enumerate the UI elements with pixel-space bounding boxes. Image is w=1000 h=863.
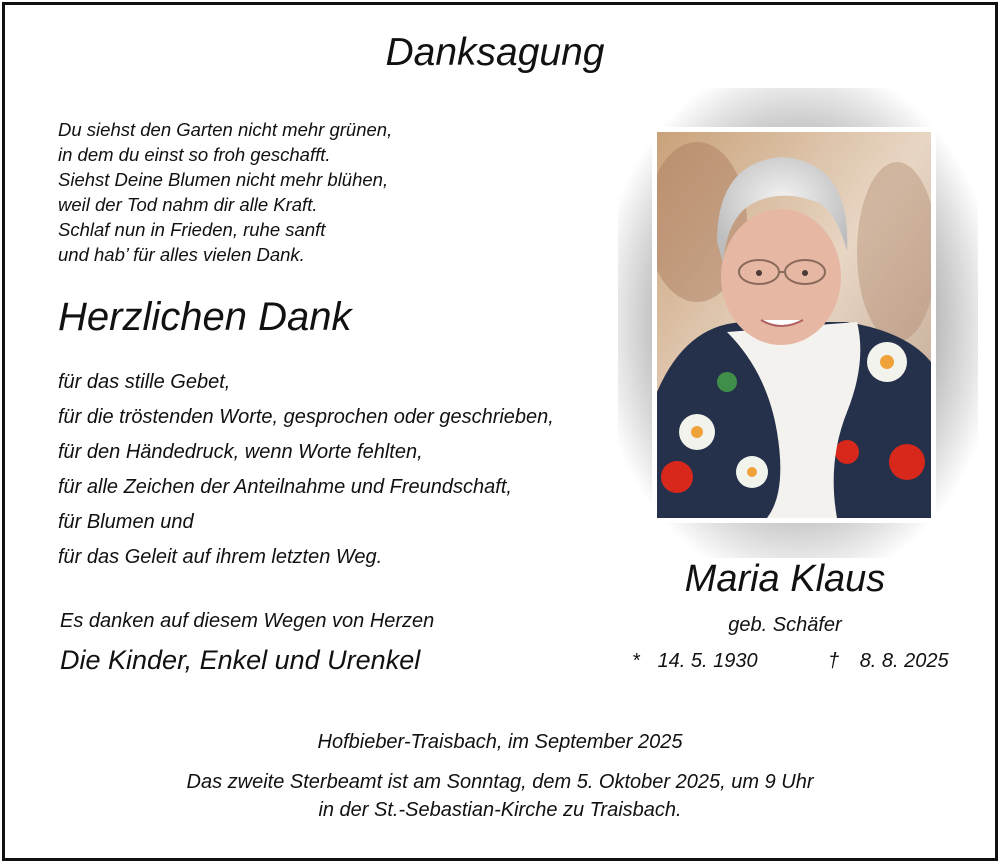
thanks-list <box>58 365 554 575</box>
poem-line: Du siehst den Garten nicht mehr grünen, <box>58 119 393 140</box>
thanks-line: für die tröstenden Worte, gesprochen oder geschrieben, <box>58 406 554 428</box>
poem <box>58 117 392 267</box>
notice-title: Danksagung <box>385 31 605 74</box>
birth-date: 14. 5. 1930 <box>657 650 758 672</box>
thanks-heading: Herzlichen Dank <box>58 295 352 339</box>
thanks-line: für das Geleit auf ihrem letzten Weg. <box>58 546 383 568</box>
place-date: Hofbieber-Traisbach, im September 2025 <box>317 731 683 753</box>
death-date: 8. 8. 2025 <box>859 650 949 672</box>
portrait-photo <box>652 127 936 523</box>
deceased-name: Maria Klaus <box>684 558 886 600</box>
poem-line: Schlaf nun in Frieden, ruhe sanft <box>58 219 326 240</box>
signoff-names: Die Kinder, Enkel und Urenkel <box>60 645 421 675</box>
thanks-line: für den Händedruck, wenn Worte fehlten, <box>58 441 423 463</box>
life-dates <box>632 650 949 673</box>
poem-line: und hab’ für alles vielen Dank. <box>58 244 305 265</box>
poem-line: in dem du einst so froh geschafft. <box>58 144 331 165</box>
signoff-line: Es danken auf diesem Wegen von Herzen <box>60 610 435 632</box>
thanks-line: für Blumen und <box>58 511 194 533</box>
service-line: Das zweite Sterbeamt ist am Sonntag, dem 5. Oktober 2025, um 9 Uhr <box>186 771 814 793</box>
thanks-line: für das stille Gebet, <box>58 371 231 393</box>
birth-symbol: * <box>632 650 640 672</box>
service-info <box>0 768 1000 824</box>
poem-line: Siehst Deine Blumen nicht mehr blühen, <box>58 169 389 190</box>
birth-name: geb. Schäfer <box>728 614 842 636</box>
portrait-illustration <box>657 132 931 518</box>
service-line: in der St.-Sebastian-Kirche zu Traisbach. <box>318 799 682 821</box>
thanks-line: für alle Zeichen der Anteilnahme und Freundschaft, <box>58 476 512 498</box>
poem-line: weil der Tod nahm dir alle Kraft. <box>58 194 318 215</box>
death-symbol: † <box>828 650 840 672</box>
